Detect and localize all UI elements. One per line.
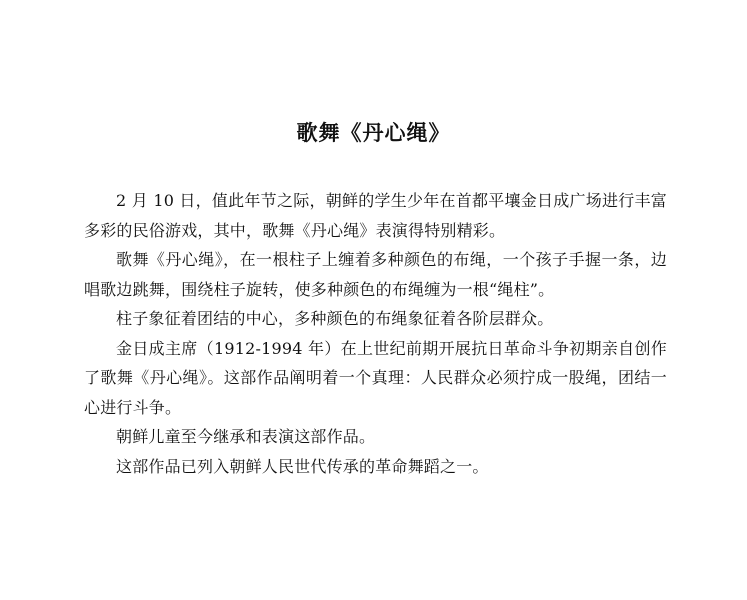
paragraph-5: 朝鲜儿童至今继承和表演这部作品。 bbox=[116, 427, 376, 446]
paragraph-2: 歌舞《丹心绳》，在一根柱子上缠着多种颜色的布绳，一个孩子手握一条，边唱歌边跳舞，围绕柱子旋转，使多种颜色的布绳缠为一根“绳柱”。 bbox=[84, 250, 667, 299]
paragraph-3: 柱子象征着团结的中心，多种颜色的布绳象征着各阶层群众。 bbox=[116, 309, 554, 328]
document-body bbox=[84, 186, 667, 481]
paragraph-6: 这部作品已列入朝鲜人民世代传承的革命舞蹈之一。 bbox=[116, 456, 489, 476]
paragraph-4: 金日成主席（1912-1994 年）在上世纪前期开展抗日革命斗争初期亲自创作了歌舞《丹心绳》。这部作品阐明着一个真理：人民群众必须拧成一股绳，团结一心进行斗争。 bbox=[84, 338, 667, 417]
document-title: 歌舞《丹心绳》 bbox=[296, 121, 451, 145]
paragraph-1: 2 月 10 日，值此年节之际，朝鲜的学生少年在首都平壤金日成广场进行丰富多彩的民俗游戏，其中，歌舞《丹心绳》表演得特别精彩。 bbox=[84, 191, 667, 240]
